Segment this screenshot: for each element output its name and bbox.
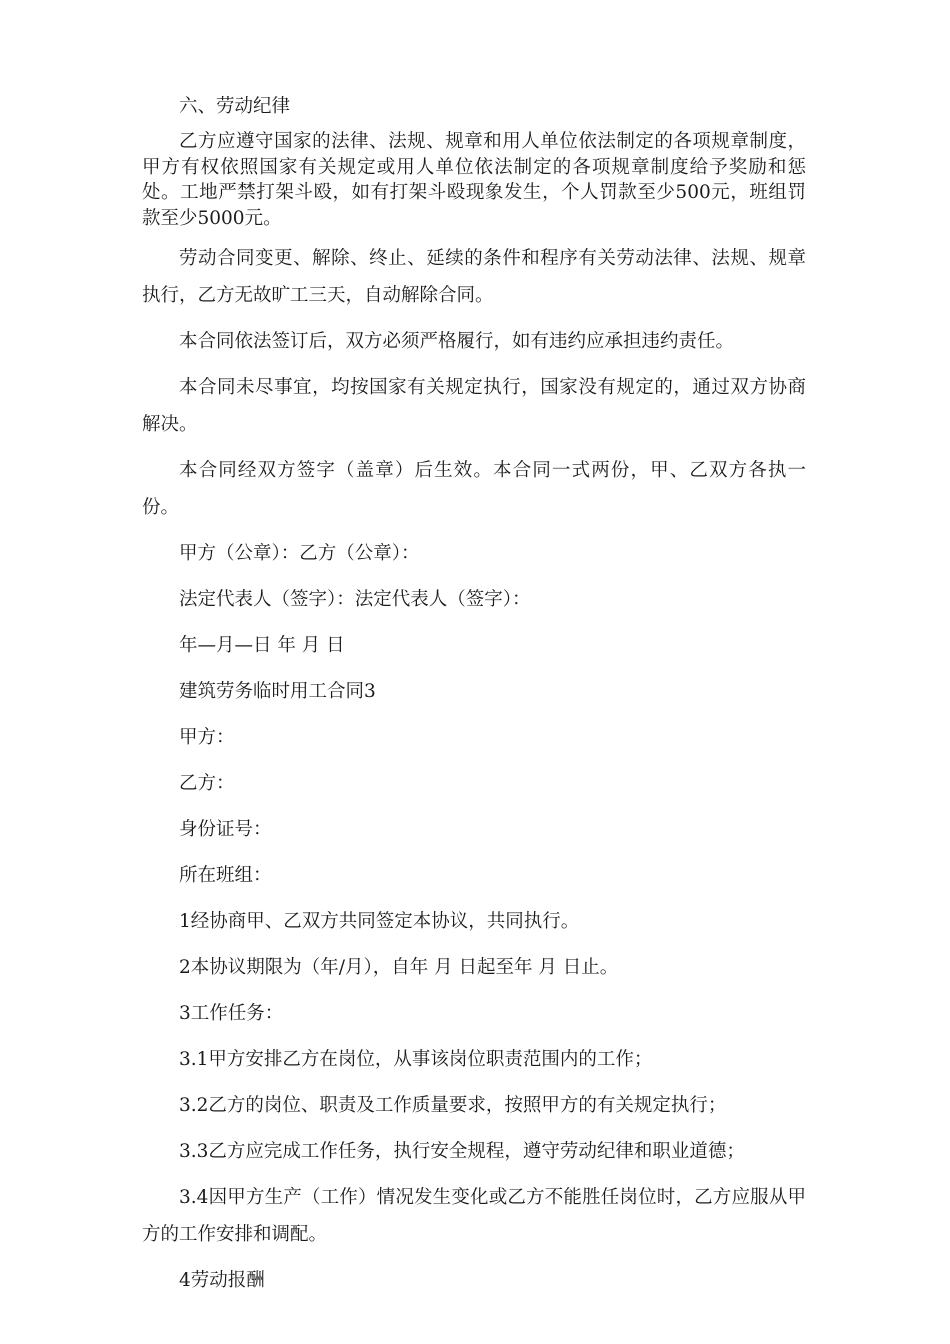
paragraph-contract-change: 劳动合同变更、解除、终止、延续的条件和程序有关劳动法律、法规、规章执行，乙方无故旷工三天，自动解除合同。: [142, 248, 806, 306]
signature-seal-line: 甲方（公章）：乙方（公章）：: [179, 543, 420, 564]
document-page: [142, 88, 806, 1299]
party-a-field: 甲方：: [179, 727, 235, 748]
clause-3-heading: 3工作任务：: [179, 1003, 284, 1024]
clause-4-heading: 4劳动报酬: [179, 1270, 265, 1291]
paragraph-unresolved-matters: 本合同未尽事宜，均按国家有关规定执行，国家没有规定的，通过双方协商解决。: [142, 377, 806, 435]
signature-date-line: 年—月—日 年 月 日: [179, 635, 345, 656]
id-number-field: 身份证号：: [179, 819, 272, 840]
clause-3-2: 3.2乙方的岗位、职责及工作质量要求，按照甲方的有关规定执行；: [179, 1095, 727, 1116]
clause-3-3: 3.3乙方应完成工作任务，执行安全规程，遵守劳动纪律和职业道德；: [179, 1141, 745, 1162]
paragraph-discipline-rules: 乙方应遵守国家的法律、法规、规章和用人单位依法制定的各项规章制度，甲方有权依照国家有关规定或用人单位依法制定的各项规章制度给予奖励和惩处。工地严禁打架斗殴，如有打架斗殴现象发生，个人罚款至少500元，班组罚款至少5000元。: [142, 131, 806, 229]
clause-1: 1经协商甲、乙双方共同签定本协议，共同执行。: [179, 911, 580, 932]
clause-2: 2本协议期限为（年/月），自年 月 日起至年 月 日止。: [179, 957, 619, 978]
clause-3-1: 3.1甲方安排乙方在岗位，从事该岗位职责范围内的工作；: [179, 1049, 653, 1070]
paragraph-effectiveness: 本合同经双方签字（盖章）后生效。本合同一式两份，甲、乙双方各执一份。: [142, 460, 806, 518]
clause-3-4: 3.4因甲方生产（工作）情况发生变化或乙方不能胜任岗位时，乙方应服从甲方的工作安排和调配。: [142, 1187, 806, 1245]
section-heading-labor-discipline: 六、劳动纪律: [179, 96, 291, 117]
signature-representative-line: 法定代表人（签字）：法定代表人（签字）：: [179, 589, 531, 610]
team-field: 所在班组：: [179, 865, 272, 886]
party-b-field: 乙方：: [179, 773, 235, 794]
contract-title: 建筑劳务临时用工合同3: [179, 681, 376, 702]
paragraph-performance: 本合同依法签订后，双方必须严格履行，如有违约应承担违约责任。: [179, 331, 735, 352]
